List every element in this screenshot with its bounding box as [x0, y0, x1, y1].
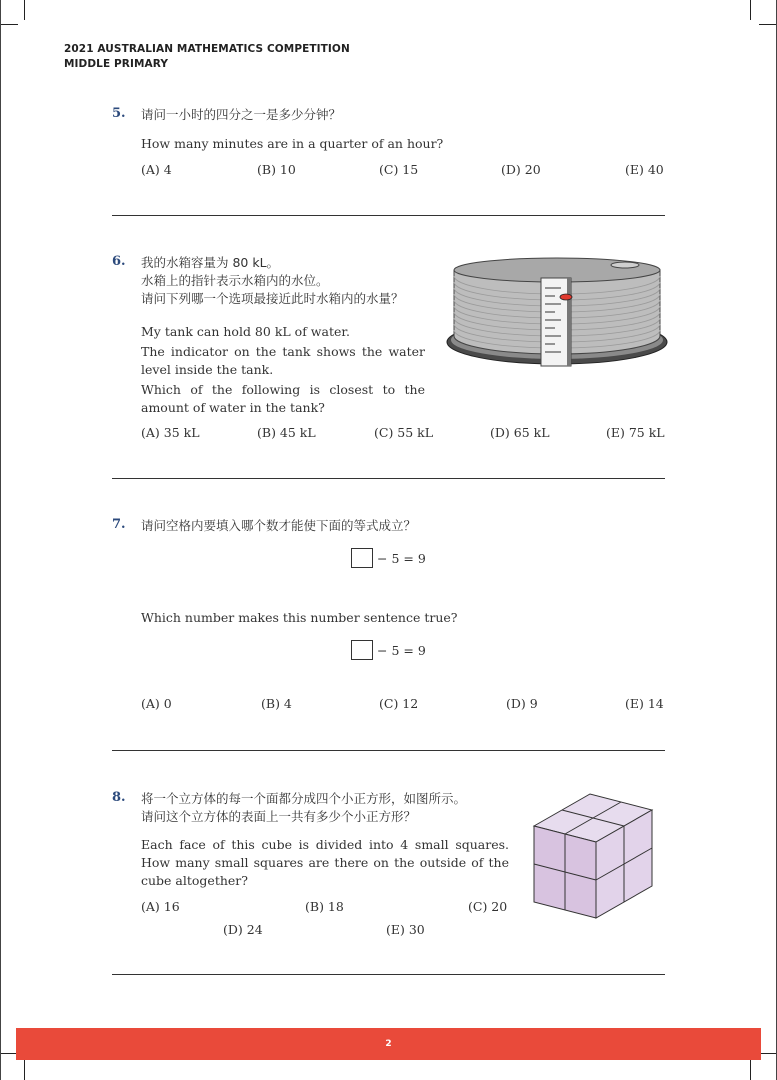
crop-mark	[0, 24, 18, 25]
question-text-zh: 请问空格内要填入哪个数才能使下面的等式成立？	[141, 518, 417, 533]
option-d[interactable]: (D) 24	[223, 922, 263, 937]
header-title: 2021 AUSTRALIAN MATHEMATICS COMPETITION	[64, 43, 350, 55]
option-a[interactable]: (A) 0	[141, 696, 172, 711]
zh-line: 我的水箱容量为 80 kL。	[141, 255, 280, 270]
page-header	[64, 42, 350, 72]
crop-mark	[759, 1053, 777, 1054]
option-b[interactable]: (B) 18	[305, 899, 344, 914]
question-7	[112, 517, 665, 727]
crop-mark	[750, 0, 751, 20]
divider	[112, 974, 665, 975]
en-line: My tank can hold 80 kL of water.	[141, 324, 350, 339]
question-number: 6.	[112, 254, 126, 269]
option-c[interactable]: (C) 15	[379, 162, 419, 177]
option-c[interactable]: (C) 55 kL	[374, 425, 434, 440]
question-number: 8.	[112, 790, 126, 805]
option-e[interactable]: (E) 30	[386, 922, 425, 937]
option-a[interactable]: (A) 35 kL	[141, 425, 200, 440]
answer-box	[351, 548, 373, 568]
answer-box	[351, 640, 373, 660]
page-number: 2	[385, 1039, 392, 1049]
question-text-en: Each face of this cube is divided into 4 small squares. How many small squares are there on the outside of the cube altogether?	[141, 837, 509, 888]
zh-line: 水箱上的指针表示水箱内的水位。	[141, 273, 329, 288]
option-b[interactable]: (B) 45 kL	[257, 425, 316, 440]
question-number: 5.	[112, 106, 126, 121]
en-line: Which of the following is closest to the amount of water in the tank?	[141, 382, 425, 415]
water-tank-illustration	[445, 252, 670, 372]
number-sentence	[351, 640, 426, 660]
divider	[112, 750, 665, 751]
question-number: 7.	[112, 517, 126, 532]
option-b[interactable]: (B) 10	[257, 162, 296, 177]
question-text-en	[141, 323, 425, 417]
option-d[interactable]: (D) 20	[501, 162, 541, 177]
number-sentence	[351, 548, 426, 568]
page-border	[0, 0, 1, 1080]
option-d[interactable]: (D) 65 kL	[490, 425, 550, 440]
option-a[interactable]: (A) 4	[141, 162, 172, 177]
zh-line: 请问下列哪一个选项最接近此时水箱内的水量？	[141, 291, 404, 306]
question-text-zh	[141, 254, 461, 308]
divider	[112, 478, 665, 479]
crop-mark	[24, 1060, 25, 1080]
en-line: The indicator on the tank shows the water level inside the tank.	[141, 344, 425, 377]
question-text-zh	[141, 790, 541, 826]
option-e[interactable]: (E) 14	[625, 696, 664, 711]
zh-line: 请问这个立方体的表面上一共有多少个小正方形？	[141, 809, 417, 824]
zh-line: 将一个立方体的每一个面都分成四个小正方形，如图所示。	[141, 791, 467, 806]
option-a[interactable]: (A) 16	[141, 899, 180, 914]
page-footer	[16, 1028, 761, 1060]
option-b[interactable]: (B) 4	[261, 696, 292, 711]
question-text-zh: 请问一小时的四分之一是多少分钟？	[141, 107, 342, 122]
crop-mark	[24, 0, 25, 20]
equation-text: − 5 = 9	[377, 550, 426, 566]
equation-text: − 5 = 9	[377, 642, 426, 658]
question-text-en: Which number makes this number sentence true?	[141, 610, 458, 625]
option-c[interactable]: (C) 20	[468, 899, 508, 914]
option-d[interactable]: (D) 9	[506, 696, 538, 711]
option-e[interactable]: (E) 75 kL	[606, 425, 665, 440]
crop-mark	[750, 1060, 751, 1080]
cube-illustration	[530, 792, 656, 920]
option-c[interactable]: (C) 12	[379, 696, 419, 711]
question-text-en: How many minutes are in a quarter of an hour?	[141, 136, 444, 151]
option-e[interactable]: (E) 40	[625, 162, 664, 177]
question-5	[112, 106, 665, 186]
crop-mark	[759, 24, 777, 25]
divider	[112, 215, 665, 216]
header-subtitle: MIDDLE PRIMARY	[64, 58, 169, 70]
